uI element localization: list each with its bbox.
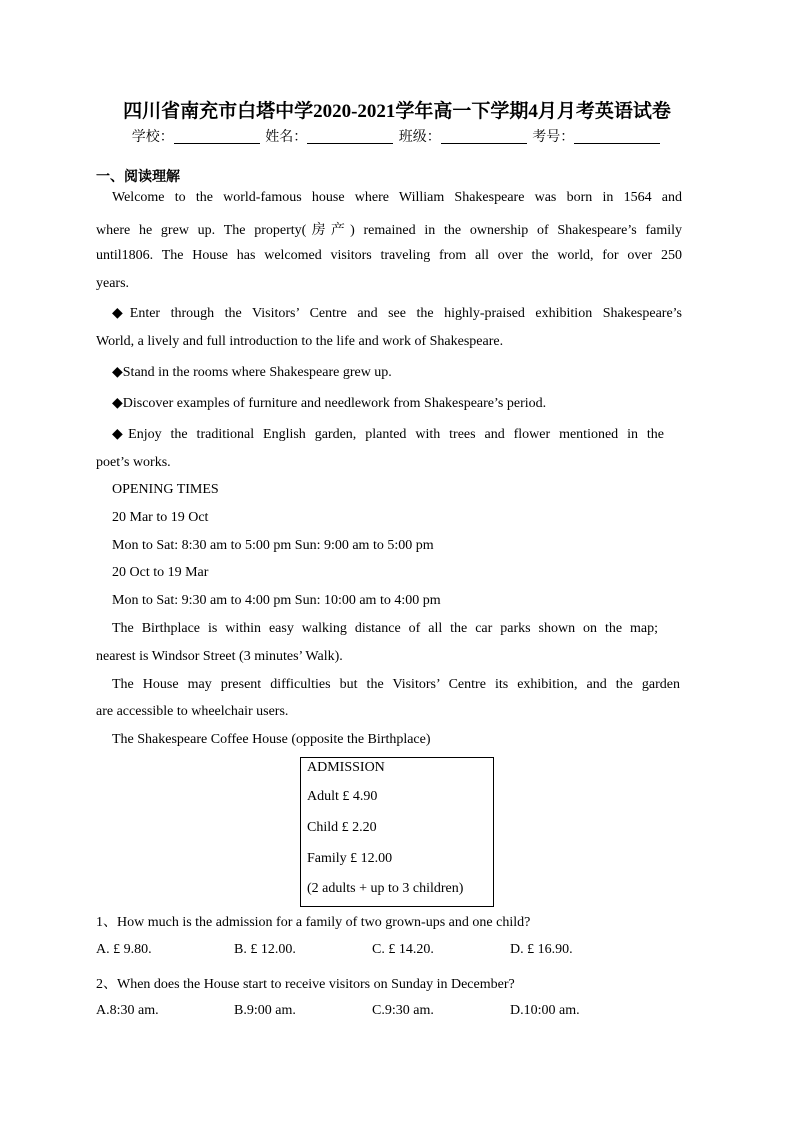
passage-line: The Birthplace is within easy walking distance of all the car parks shown on the map; (112, 621, 658, 636)
passage-line: The Shakespeare Coffee House (opposite the Birthplace) (112, 732, 431, 747)
bullet-line: poet’s works. (96, 455, 171, 470)
exam-number-label: 考号： (532, 130, 575, 145)
question-option: C. £ 14.20. (372, 942, 434, 957)
question-stem: 2、When does the House start to receive visitors on Sunday in December? (96, 977, 515, 992)
opening-times-heading: OPENING TIMES (112, 482, 219, 497)
passage-line: nearest is Windsor Street (3 minutes’ Walk). (96, 649, 343, 664)
passage-line: where he grew up. The property(房产) remained in the ownership of Shakespeare’s family (96, 223, 682, 238)
passage-line: years. (96, 276, 130, 291)
admission-row: Adult £ 4.90 (307, 789, 378, 804)
school-blank (174, 129, 260, 144)
passage-line: are accessible to wheelchair users. (96, 704, 289, 719)
passage-line: until1806. The House has welcomed visitors traveling from all over the world, for over 250 (96, 248, 682, 263)
passage-line: Welcome to the world-famous house where William Shakespeare was born in 1564 and (112, 190, 682, 205)
admission-row: (2 adults + up to 3 children) (307, 881, 464, 896)
bullet-line: World, a lively and full introduction to the life and work of Shakespeare. (96, 334, 504, 349)
question-stem: 1、How much is the admission for a family of two grown-ups and one child? (96, 915, 531, 930)
bullet-line: ◆Enter through the Visitors’ Centre and see the highly-praised exhibition Shakespeare’s (112, 306, 682, 321)
question-option: D. £ 16.90. (510, 942, 573, 957)
school-label: 学校： (131, 130, 174, 145)
section-heading: 一、阅读理解 (96, 170, 180, 185)
bullet-line: ◆Stand in the rooms where Shakespeare grew up. (112, 365, 392, 380)
question-option: B. £ 12.00. (234, 942, 296, 957)
bullet-line: ◆Discover examples of furniture and needlework from Shakespeare’s period. (112, 396, 547, 411)
class-blank (441, 129, 527, 144)
admission-row: Child £ 2.20 (307, 820, 377, 835)
exam-number-blank (574, 129, 660, 144)
question-option: C.9:30 am. (372, 1003, 434, 1018)
admission-title: ADMISSION (307, 760, 385, 775)
opening-period: 20 Oct to 19 Mar (112, 565, 209, 580)
question-option: D.10:00 am. (510, 1003, 580, 1018)
bullet-line: ◆Enjoy the traditional English garden, planted with trees and flower mentioned in the (112, 427, 664, 442)
opening-hours: Mon to Sat: 9:30 am to 4:00 pm Sun: 10:00 am to 4:00 pm (112, 593, 441, 608)
document-title: 四川省南充市白塔中学2020-2021学年高一下学期4月月考英语试卷 (123, 101, 671, 122)
opening-hours: Mon to Sat: 8:30 am to 5:00 pm Sun: 9:00 am to 5:00 pm (112, 538, 434, 553)
passage-line: The House may present difficulties but the Visitors’ Centre its exhibition, and the garden (112, 677, 680, 692)
question-option: B.9:00 am. (234, 1003, 296, 1018)
opening-period: 20 Mar to 19 Oct (112, 510, 209, 525)
admission-box (300, 757, 494, 907)
admission-row: Family £ 12.00 (307, 851, 393, 866)
name-blank (307, 129, 393, 144)
class-label: 班级： (398, 130, 441, 145)
student-info-line (0, 126, 794, 146)
name-label: 姓名： (265, 130, 308, 145)
question-option: A. £ 9.80. (96, 942, 152, 957)
question-option: A.8:30 am. (96, 1003, 159, 1018)
